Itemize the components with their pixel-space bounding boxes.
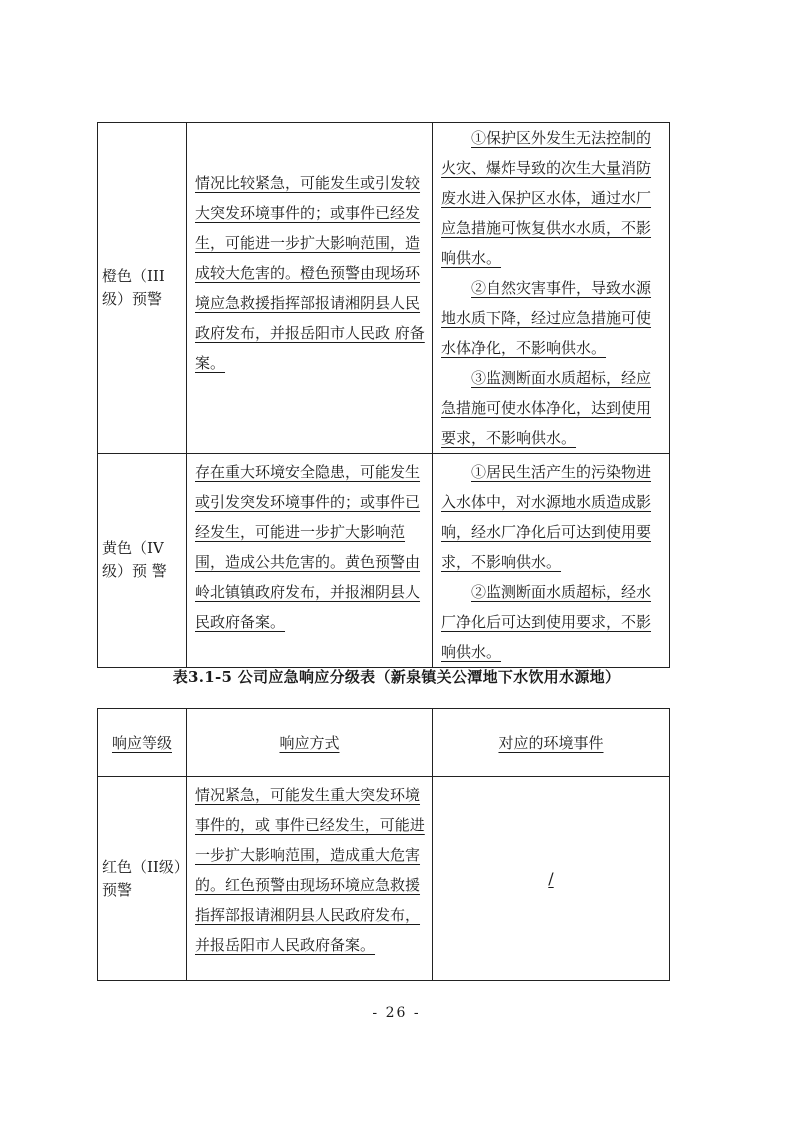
table-header-row xyxy=(98,709,670,777)
event-item: ②自然灾害事件，导致水源地水质下降，经过应急措施可使水体净化，不影响供水。 xyxy=(441,279,652,357)
events-cell xyxy=(433,777,670,981)
level-text: 红色（II级）预警 xyxy=(102,857,182,899)
table-row xyxy=(98,454,670,668)
level-cell xyxy=(98,454,187,668)
event-item: ①居民生活产生的污染物进入水体中，对水源地水质造成影响，经水厂净化后可达到使用要求，不影响供水。 xyxy=(441,463,652,571)
response-level-table xyxy=(97,708,670,981)
level-cell xyxy=(98,123,187,454)
method-cell xyxy=(187,123,433,454)
level-cell xyxy=(98,777,187,981)
events-cell xyxy=(433,123,670,454)
events-text: / xyxy=(548,869,554,888)
method-cell xyxy=(187,454,433,668)
method-text: 情况比较紧急，可能发生或引发较大突发环境事件的；或事件已经发生，可能进一步扩大影响范围，造成较大危害的。橙色预警由现场环境应急救援指挥部报请湘阴县人民政府发布，并报岳阳市人民政 府备案。 xyxy=(195,174,425,372)
header-cell: 响应方式 xyxy=(187,709,433,777)
event-item: ①保护区外发生无法控制的火灾、爆炸导致的次生大量消防废水进入保护区水体，通过水厂应急措施可恢复供水水质，不影响供水。 xyxy=(441,129,652,267)
method-text: 存在重大环境安全隐患，可能发生或引发突发环境事件的；或事件已经发生，可能进一步扩大影响范围，造成公共危害的。黄色预警由岭北镇镇政府发布，并报湘阴县人民政府备案。 xyxy=(195,463,421,631)
event-item: ②监测断面水质超标，经水厂净化后可达到使用要求，不影响供水。 xyxy=(441,583,652,661)
events-cell xyxy=(433,454,670,668)
warning-level-table xyxy=(97,122,670,668)
table-caption: 表3.1-5 公司应急响应分级表（新泉镇关公潭地下水饮用水源地） xyxy=(172,668,621,686)
method-text: 情况紧急，可能发生重大突发环境事件的，或 事件已经发生，可能进一步扩大影响范围，造成重大危害的。红色预警由现场环境应急救援指挥部报请湘阴县人民政府发布，并报岳阳市人民政府备案。 xyxy=(195,786,425,954)
header-cell: 响应等级 xyxy=(98,709,187,777)
table-row xyxy=(98,777,670,981)
level-text: 黄色（IV级）预 警 xyxy=(102,539,167,580)
header-cell: 对应的环境事件 xyxy=(433,709,670,777)
table-row xyxy=(98,123,670,454)
page-number: - 26 - xyxy=(372,1005,421,1021)
level-text: 橙色（III级）预警 xyxy=(102,266,165,308)
event-item: ③监测断面水质超标，经应急措施可使水体净化，达到使用要求，不影响供水。 xyxy=(441,369,652,447)
method-cell xyxy=(187,777,433,981)
